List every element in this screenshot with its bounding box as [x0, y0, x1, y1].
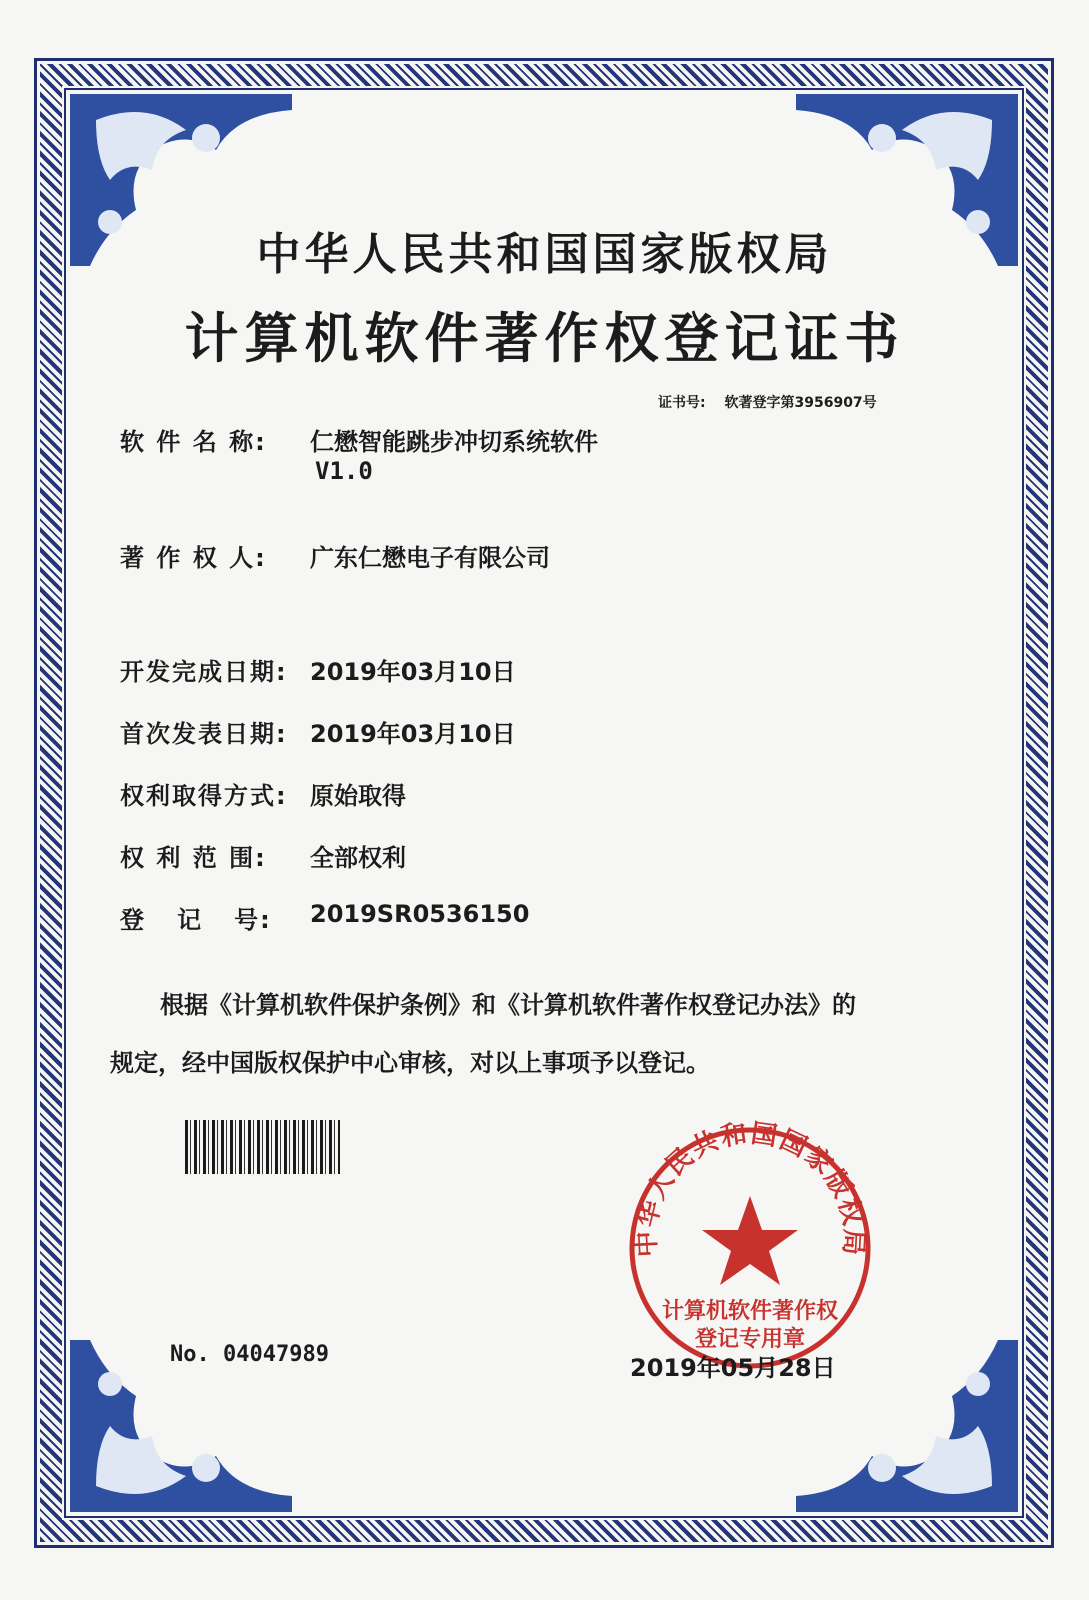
field-copyright-owner: [120, 538, 550, 573]
field-value: 仁懋智能跳步冲切系统软件: [310, 428, 598, 456]
field-label: 权 利 范 围:: [120, 844, 267, 872]
seal-inner-line-2: 登记专用章: [694, 1327, 806, 1352]
seal-inner-line-1: 计算机软件著作权: [661, 1299, 839, 1324]
serial-number: No. 04047989: [170, 1342, 329, 1367]
certificate-title: 计算机软件著作权登记证书: [184, 306, 905, 370]
issuer-heading: 中华人民共和国国家版权局: [256, 229, 833, 280]
field-label: 开发完成日期:: [120, 658, 288, 686]
field-label: 权利取得方式:: [120, 782, 288, 810]
field-value: 广东仁懋电子有限公司: [310, 544, 550, 572]
field-software-name: [120, 422, 598, 485]
seal-star-icon: [702, 1196, 798, 1285]
statement-line-1: 根据《计算机软件保护条例》和《计算机软件著作权登记办法》的: [160, 991, 856, 1019]
certificate-number-label: 证书号:: [658, 395, 706, 411]
field-registration-number: [120, 900, 529, 935]
field-label: 登 记 号:: [120, 906, 272, 934]
field-label: 软 件 名 称:: [120, 428, 267, 456]
field-value-version: V1.0: [315, 457, 373, 485]
field-acquisition-method: [120, 776, 406, 811]
seal-outer-text: 中华人民共和国国家版权局: [631, 1118, 869, 1258]
field-label: 著 作 权 人:: [120, 544, 267, 572]
field-label: 首次发表日期:: [120, 720, 288, 748]
field-value: 2019年03月10日: [310, 720, 516, 748]
statement-paragraph: [110, 976, 950, 1092]
field-rights-scope: [120, 838, 406, 873]
barcode: [185, 1120, 340, 1174]
official-seal: [620, 1118, 880, 1378]
field-value: 2019SR0536150: [310, 900, 530, 928]
issue-date: 2019年05月28日: [630, 1354, 836, 1382]
field-value: 2019年03月10日: [310, 658, 516, 686]
field-value: 原始取得: [310, 782, 406, 810]
certificate-number-value: 软著登字第3956907号: [724, 395, 877, 411]
field-value: 全部权利: [310, 844, 406, 872]
field-publication-date: [120, 714, 516, 749]
statement-line-2: 规定，经中国版权保护中心审核，对以上事项予以登记。: [110, 1049, 710, 1077]
certificate-number: [658, 392, 877, 412]
field-completion-date: [120, 652, 516, 687]
